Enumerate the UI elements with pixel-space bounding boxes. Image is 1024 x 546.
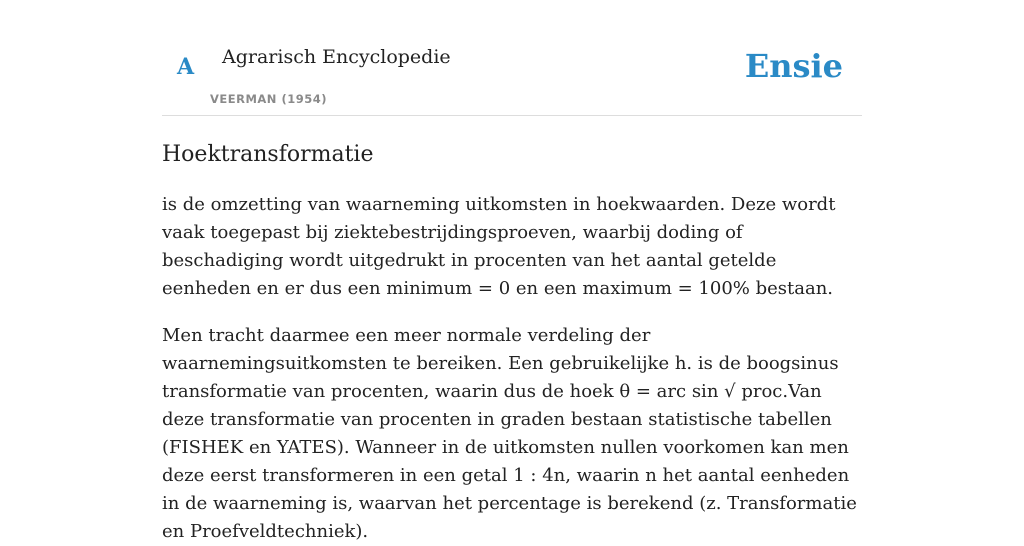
index-letter-link[interactable]: A xyxy=(177,54,195,80)
page xyxy=(162,0,862,546)
ensie-logo-link[interactable]: Ensie xyxy=(744,47,843,85)
article-title: Hoektransformatie xyxy=(162,142,374,167)
header xyxy=(162,0,862,116)
encyclopedia-subtitle: VEERMAN (1954) xyxy=(210,92,327,106)
encyclopedia-title-link[interactable]: Agrarisch Encyclopedie xyxy=(222,46,451,68)
article-paragraph: is de omzetting van waarneming uitkomsten in hoekwaarden. Deze wordt vaak toegepast bij ziektebestrijdingsproeven, waarbij doding of beschadiging wordt uitgedrukt in procenten van het aantal getelde eenheden en er dus een minimum = 0 en een maximum = 100% bestaan. xyxy=(162,194,836,300)
article-paragraph: Men tracht daarmee een meer normale verdeling der waarnemingsuitkomsten te bereiken. Een gebruikelijke h. is de boogsinus transformatie van procenten, waarin dus de hoek θ = arc sin √ proc.Van deze transformatie van procenten in graden bestaan statistische tabellen (FISHEK en YATES). Wanneer in de uitkomsten nullen voorkomen kan men deze eerst transformeren in een getal 1 : 4n, waarin n het aantal eenheden in de waarneming is, waarvan het percentage is berekend (z. Transformatie en Proefveldtechniek). xyxy=(162,325,857,543)
